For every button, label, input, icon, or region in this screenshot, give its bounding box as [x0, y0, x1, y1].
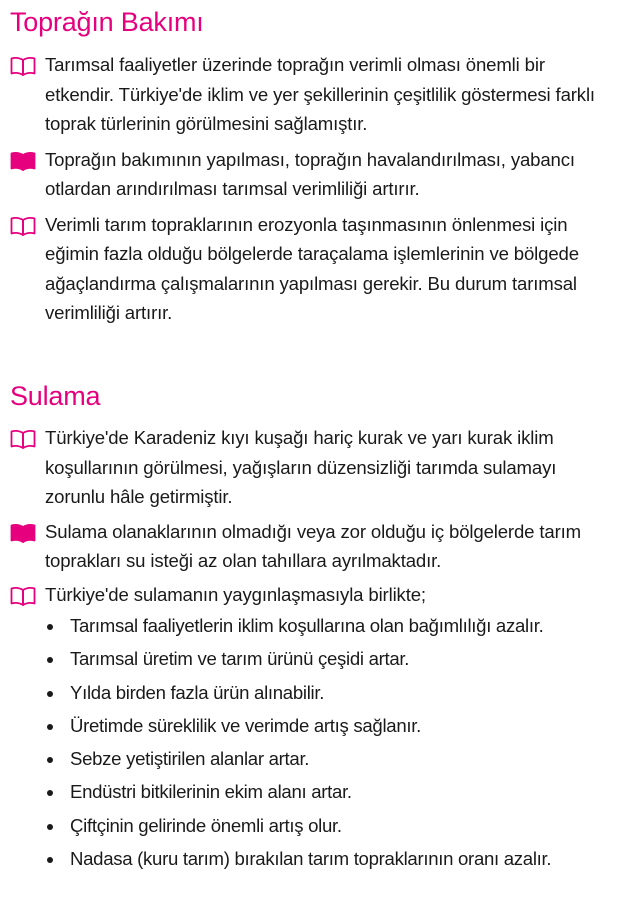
- bullet-icon: [47, 824, 53, 830]
- list-item-text: Tarımsal üretim ve tarım ürünü çeşidi artar.: [70, 648, 410, 670]
- section-sulama-body: [0, 423, 628, 875]
- section-heading-sulama: Sulama: [10, 381, 101, 411]
- paragraph-text: Sulama olanaklarının olmadığı veya zor olduğu iç bölgelerde tarım toprakları su isteği az olan tahıllara ayrılmaktadır.: [45, 520, 581, 571]
- list-item: [0, 775, 628, 808]
- list-item: [0, 676, 628, 709]
- list-item: [0, 742, 628, 775]
- list-item-text: Yılda birden fazla ürün alınabilir.: [70, 681, 325, 703]
- section-toprak-bakimi-body: [0, 50, 628, 328]
- list-item: [0, 609, 628, 642]
- paragraph-text: Verimli tarım topraklarının erozyonla taşınmasının önlenmesi için eğimin fazla olduğu bölgelerde taraçalama işlemlerinin ve bölgede ağaçlandırma çalışmalarının yapılması gerekir. Bu durum tarımsal verimliliği artırır.: [45, 213, 579, 323]
- list-item: [0, 642, 628, 675]
- bullet-icon: [47, 857, 53, 863]
- paragraph-text: Türkiye'de sulamanın yaygınlaşmasıyla birlikte;: [45, 583, 426, 605]
- paragraph-text: Toprağın bakımının yapılması, toprağın havalandırılması, yabancı otlardan arındırılması tarımsal verimliliği artırır.: [45, 148, 575, 199]
- paragraph-kurak-iklim: [0, 423, 628, 512]
- list-item: [0, 709, 628, 742]
- book-open-icon: [10, 586, 36, 606]
- list-item-text: Tarımsal faaliyetlerin iklim koşullarına olan bağımlılığı azalır.: [70, 615, 544, 636]
- paragraph-toprak-havalandirma: [0, 145, 628, 204]
- book-open-icon: [10, 216, 36, 236]
- list-item-text: Üretimde süreklilik ve verimde artış sağlanır.: [70, 714, 421, 736]
- bullet-icon: [47, 657, 53, 663]
- section-heading-toprak-bakimi: Toprağın Bakımı: [10, 7, 204, 37]
- bullet-icon: [47, 691, 53, 697]
- sulama-bullet-list: [0, 609, 628, 875]
- list-item-text: Endüstri bitkilerinin ekim alanı artar.: [70, 781, 352, 803]
- bullet-icon: [47, 624, 53, 630]
- book-open-icon: [10, 56, 36, 76]
- book-closed-icon: [10, 151, 36, 171]
- list-item: [0, 809, 628, 842]
- paragraph-toprak-verim: [0, 50, 628, 139]
- paragraph-sulama-olanaklari: [0, 517, 628, 576]
- bullet-icon: [47, 757, 53, 763]
- paragraph-text: Türkiye'de Karadeniz kıyı kuşağı hariç kurak ve yarı kurak iklim koşullarının görülmesi, yağışların düzensizliği tarımda sulamayı zorunlu hâle getirmiştir.: [45, 427, 557, 507]
- list-item-text: Nadasa (kuru tarım) bırakılan tarım topraklarının oranı azalır.: [70, 848, 552, 870]
- paragraph-sulama-yayginlasma: [0, 580, 628, 610]
- list-item-text: Çiftçinin gelirinde önemli artış olur.: [70, 814, 342, 836]
- list-item: [0, 842, 628, 875]
- paragraph-text: Tarımsal faaliyetler üzerinde toprağın verimli olması önemli bir etkendir. Türkiye'de iklim ve yer şekillerinin çeşitlilik göstermesi farklı toprak türlerinin görülmesini sağlamıştır.: [45, 54, 595, 134]
- book-open-icon: [10, 429, 36, 449]
- bullet-icon: [47, 790, 53, 796]
- book-closed-icon: [10, 523, 36, 543]
- paragraph-erozyon: [0, 210, 628, 328]
- bullet-icon: [47, 724, 53, 730]
- list-item-text: Sebze yetiştirilen alanlar artar.: [70, 748, 310, 770]
